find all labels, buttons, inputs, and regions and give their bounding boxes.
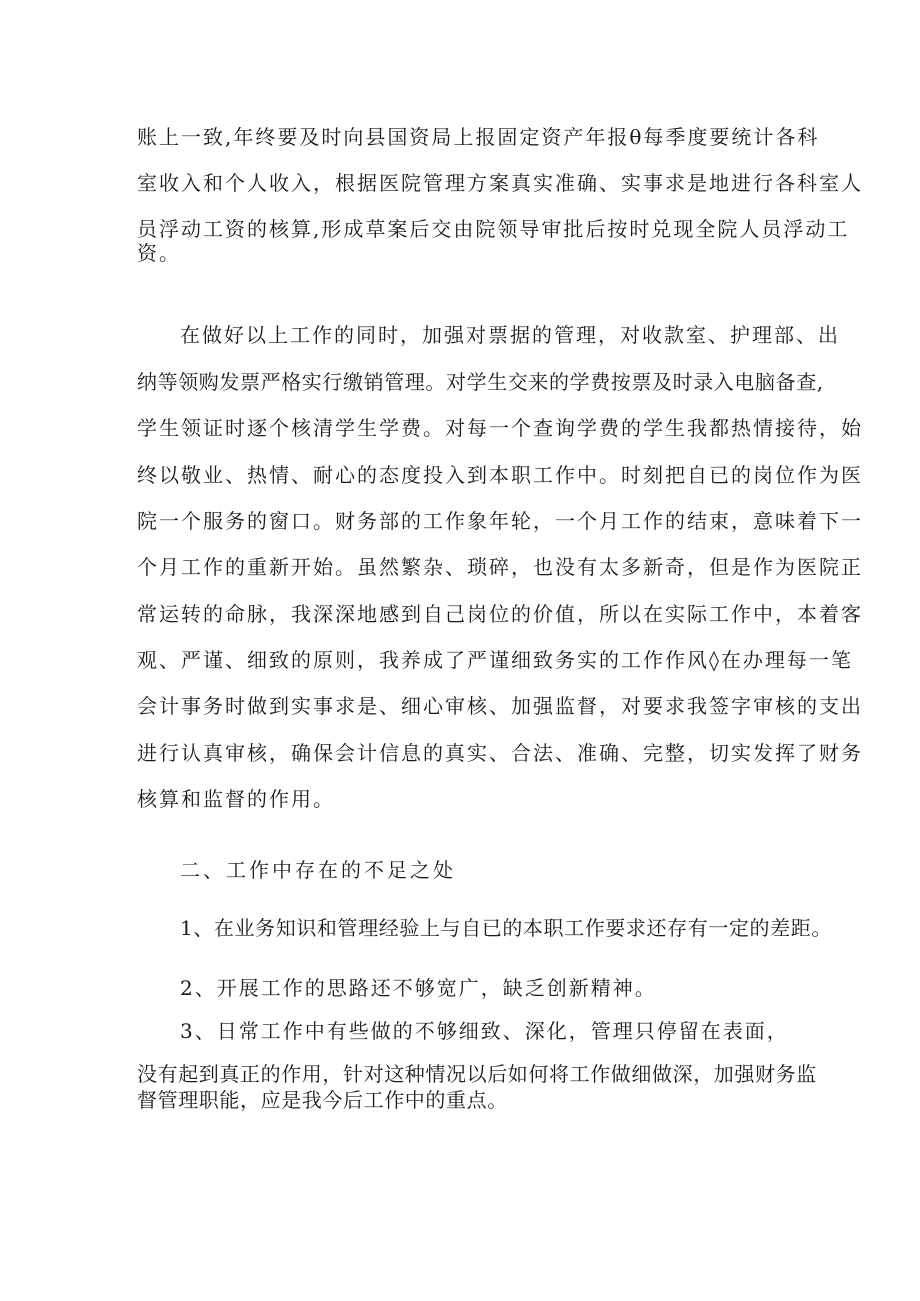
- paragraph-line: 督管理职能，应是我今后工作中的重点。: [137, 1088, 508, 1112]
- list-item: 2、开展工作的思路还不够宽广，缺乏创新精神。: [180, 976, 657, 1000]
- paragraph-line: 账上一致,年终要及时向县国资局上报固定资产年报θ每季度要统计各科: [137, 125, 820, 149]
- paragraph-line: 观、严谨、细致的原则，我养成了严谨细致务实的工作作风◊在办理每一笔: [137, 648, 853, 672]
- paragraph-line: 会计事务时做到实事求是、细心审核、加强监督，对要求我签字审核的支出: [137, 694, 863, 718]
- paragraph-line: 学生领证时逐个核清学生学费。对每一个查询学费的学生我都热情接待，始: [137, 416, 863, 440]
- paragraph-line: 室收入和个人收入，根据医院管理方案真实准确、实事求是地进行各科室人: [137, 171, 863, 195]
- list-item: 3、日常工作中有些做的不够细致、深化，管理只停留在表面，: [180, 1019, 789, 1043]
- paragraph-line: 员浮动工资的核算,形成草案后交由院领导审批后按时兑现全院人员浮动工: [137, 217, 850, 241]
- paragraph-line: 进行认真审核，确保会计信息的真实、合法、准确、完整，切实发挥了财务: [137, 741, 863, 765]
- paragraph-line: 纳等领购发票严格实行缴销管理。对学生交来的学费按票及时录入电脑备查,: [137, 370, 824, 394]
- paragraph-line: 资。: [137, 241, 181, 265]
- paragraph-line: 院一个服务的窗口。财务部的工作象年轮，一个月工作的结束，意味着下一: [137, 509, 863, 533]
- section-heading: 二、工作中存在的不足之处: [180, 858, 456, 882]
- paragraph-line: 核算和监督的作用。: [137, 787, 335, 811]
- paragraph-line: 在做好以上工作的同时，加强对票据的管理，对收款室、护理部、出: [180, 323, 840, 347]
- paragraph-line: 常运转的命脉，我深深地感到自己岗位的价值，所以在实际工作中，本着客: [137, 602, 863, 626]
- list-item: 1、在业务知识和管理经验上与自已的本职工作要求还存有一定的差距。: [180, 916, 832, 940]
- paragraph-line: 没有起到真正的作用，针对这种情况以后如何将工作做细做深，加强财务监: [137, 1062, 817, 1086]
- paragraph-line: 终以敬业、热情、耐心的态度投入到本职工作中。时刻把自已的岗位作为医: [137, 463, 863, 487]
- paragraph-line: 个月工作的重新开始。虽然繁杂、琐碎，也没有太多新奇，但是作为医院正: [137, 555, 863, 579]
